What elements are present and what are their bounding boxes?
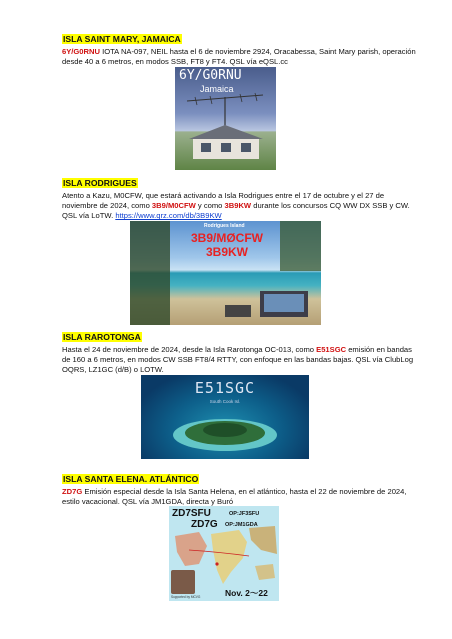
- callsign: E51SGC: [316, 345, 347, 354]
- section-heading: ISLA RAROTONGA: [63, 332, 141, 342]
- body-text: IOTA NA-097, NEIL hasta el 6 de noviembre 2924, Oracabessa, Saint Mary parish, operación desde 40 a 6 metros, en modos SSB, FT8 y FT4. QSL vía eQSL.cc: [62, 47, 416, 67]
- image-callsign: ZD7SFU: [172, 508, 211, 519]
- image-operator-2: OP:JM1GDA: [225, 522, 258, 528]
- image-callsign: 6Y/G0RNU: [179, 68, 242, 83]
- image-subtitle: Jamaica: [200, 84, 234, 94]
- section-body: [62, 487, 418, 507]
- qrz-link[interactable]: https://www.qrz.com/db/3B9KW: [115, 211, 222, 221]
- body-text: Emisión especial desde la Isla Santa Helena, en el atlántico, hasta el 22 de noviembre de 2024, estilo vacacional. QSL vía JM1GDA, directa y Buró: [62, 487, 407, 507]
- operator-photo: [171, 570, 195, 594]
- jamaica-qsl-image: [175, 67, 276, 170]
- section-body: [62, 47, 418, 67]
- body-text: y como: [195, 201, 225, 211]
- rarotonga-qsl-image: [141, 375, 309, 459]
- image-callsign-2: 3B9KW: [205, 245, 248, 259]
- santa-elena-qsl-image: [169, 506, 279, 601]
- section-jamaica: [62, 29, 418, 67]
- section-heading: ISLA SANTA ELENA. ATLÁNTICO: [63, 474, 199, 484]
- body-text: Atento a Kazu, M0CFW, que estará activando a Isla Rodrigues entre el 17 de octubre y el 27 de noviembre de 2024, como: [62, 191, 385, 211]
- callsign: 3B9/M0CFW: [151, 201, 196, 211]
- body-text: emisión en bandas de 160 a 6 metros, en modos CW SSB FT8/4 RTTY, con enfoque en las bandas bajas. QSL vía ClubLog OQRS, LZ1GC (d/B) o LOTW.: [62, 345, 414, 375]
- section-body: [62, 345, 418, 376]
- callsign: 6Y/G0RNU: [62, 47, 100, 56]
- image-subtitle: South Cook Isl.: [209, 399, 241, 404]
- image-sponsor: Supported by MCVG: [171, 595, 201, 599]
- image-operator: OP:JF3SFU: [229, 511, 260, 517]
- section-rarotonga: [62, 327, 418, 376]
- image-callsign: E51SGC: [194, 379, 256, 397]
- body-text: durante los concursos CQ WW DX SSB y CW. QSL vía LoTW.: [62, 201, 410, 221]
- callsign: 3B9KW: [224, 201, 252, 211]
- image-small-text: Rodrigues Island: [204, 223, 245, 229]
- section-santa-elena: [62, 469, 418, 507]
- body-text: Hasta el 24 de noviembre de 2024, desde la Isla Rarotonga OC-013, como: [62, 345, 317, 354]
- callsign: ZD7G: [62, 487, 83, 496]
- rodrigues-qsl-image: [130, 221, 321, 325]
- section-body: [62, 191, 418, 222]
- section-heading: ISLA RODRIGUES: [63, 178, 137, 188]
- image-dates: Nov. 2～22: [225, 588, 268, 598]
- section-heading: ISLA SAINT MARY, JAMAICA: [63, 34, 181, 44]
- image-callsign-2: ZD7G: [191, 519, 218, 530]
- section-rodrigues: [62, 173, 418, 222]
- image-callsign: 3B9/MØCFW: [191, 231, 263, 245]
